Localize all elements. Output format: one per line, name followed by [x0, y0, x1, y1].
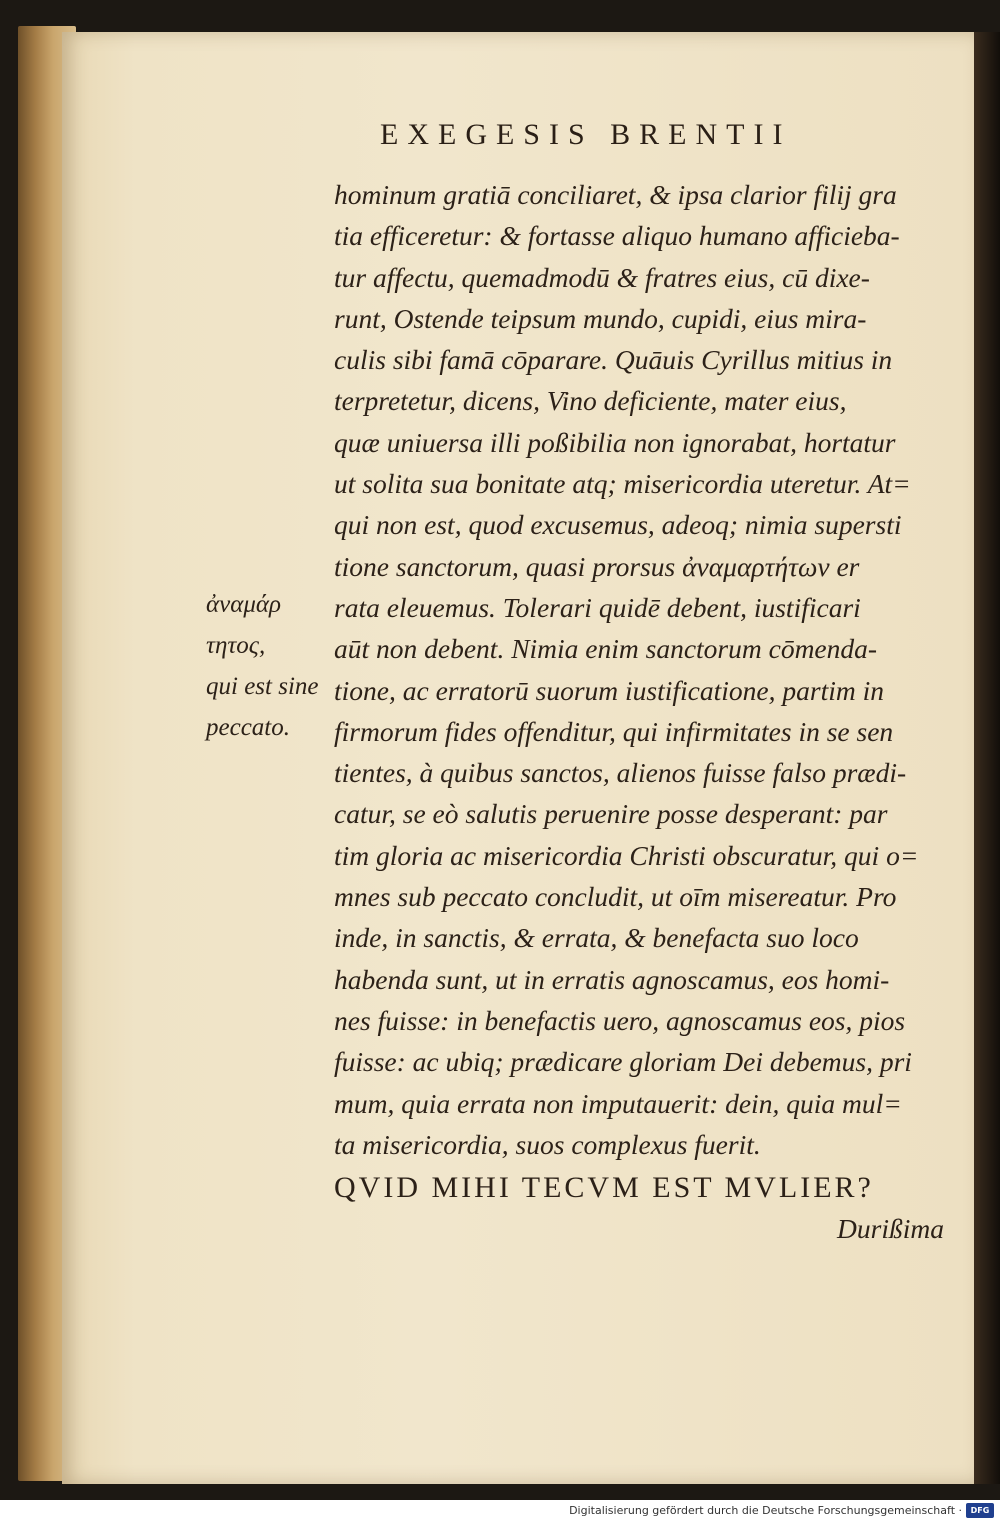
margin-note-line: qui est sine — [206, 673, 319, 700]
text-line: mnes sub peccato concludit, ut oīm misereatur. Pro — [334, 881, 897, 913]
text-line: inde, in sanctis, & errata, & benefacta suo loco — [334, 922, 859, 954]
text-line: quæ uniuersa illi poßibilia non ignorabat, hortatur — [334, 426, 896, 458]
text-line: terpretetur, dicens, Vino deficiente, mater eius, — [334, 385, 847, 417]
text-line: fuisse: ac ubiq; prædicare gloriam Dei debemus, pri — [334, 1046, 912, 1078]
text-line: tione sanctorum, quasi prorsus ἀναμαρτήτων er — [334, 550, 860, 582]
text-line: ut solita sua bonitate atq; misericordia uteretur. At= — [334, 468, 911, 500]
text-line: hominum gratiā conciliaret, & ipsa clarior filij gra — [334, 179, 897, 210]
text-line: tur affectu, quemadmodū & fratres eius, cū dixe- — [334, 261, 870, 293]
text-line: culis sibi famā cōparare. Quāuis Cyrillus mitius in — [334, 344, 893, 376]
dfg-logo-icon: DFG — [966, 1503, 994, 1518]
margin-note — [206, 584, 336, 748]
text-line: tientes, à quibus sanctos, alienos fuisse falso prædi- — [334, 757, 907, 789]
text-line: runt, Ostende teipsum mundo, cupidi, eius mira- — [334, 302, 867, 334]
funding-credit: Digitalisierung gefördert durch die Deutsche Forschungsgemeinschaft · — [569, 1504, 962, 1517]
text-line: tia efficeretur: & fortasse aliquo humano afficieba- — [334, 220, 900, 252]
margin-note-line: τητος, — [206, 632, 266, 659]
catchword: Durißima — [837, 1213, 944, 1245]
text-line: ta misericordia, suos complexus fuerit. — [334, 1128, 761, 1160]
text-line: aūt non debent. Nimia enim sanctorum cōmenda- — [334, 633, 878, 665]
book-cover-edge — [974, 32, 1000, 1484]
footer-bar — [0, 1500, 1000, 1524]
text-line: mum, quia errata non imputauerit: dein, quia mul= — [334, 1087, 902, 1119]
running-head: EXEGESIS BRENTII — [380, 118, 792, 151]
text-line: rata eleuemus. Tolerari quidē debent, iustificari — [334, 591, 861, 623]
text-line: nes fuisse: in benefactis uero, agnoscamus eos, pios — [334, 1004, 906, 1036]
margin-note-line: peccato. — [206, 714, 290, 741]
margin-note-line: ἀναμάρ — [206, 591, 282, 618]
section-heading: QVID MIHI TECVM EST MVLIER? — [334, 1171, 874, 1205]
text-line: tione, ac erratorū suorum iustificatione, partim in — [334, 674, 884, 706]
body-text — [334, 174, 950, 1250]
text-line: qui non est, quod excusemus, adeoq; nimia supersti — [334, 509, 902, 541]
text-line: tim gloria ac misericordia Christi obscuratur, qui o= — [334, 839, 919, 871]
text-line: habenda sunt, ut in erratis agnoscamus, eos homi- — [334, 963, 890, 995]
text-line: catur, se eò salutis peruenire posse desperant: par — [334, 798, 888, 830]
text-line: firmorum fides offenditur, qui infirmitates in se sen — [334, 715, 894, 747]
